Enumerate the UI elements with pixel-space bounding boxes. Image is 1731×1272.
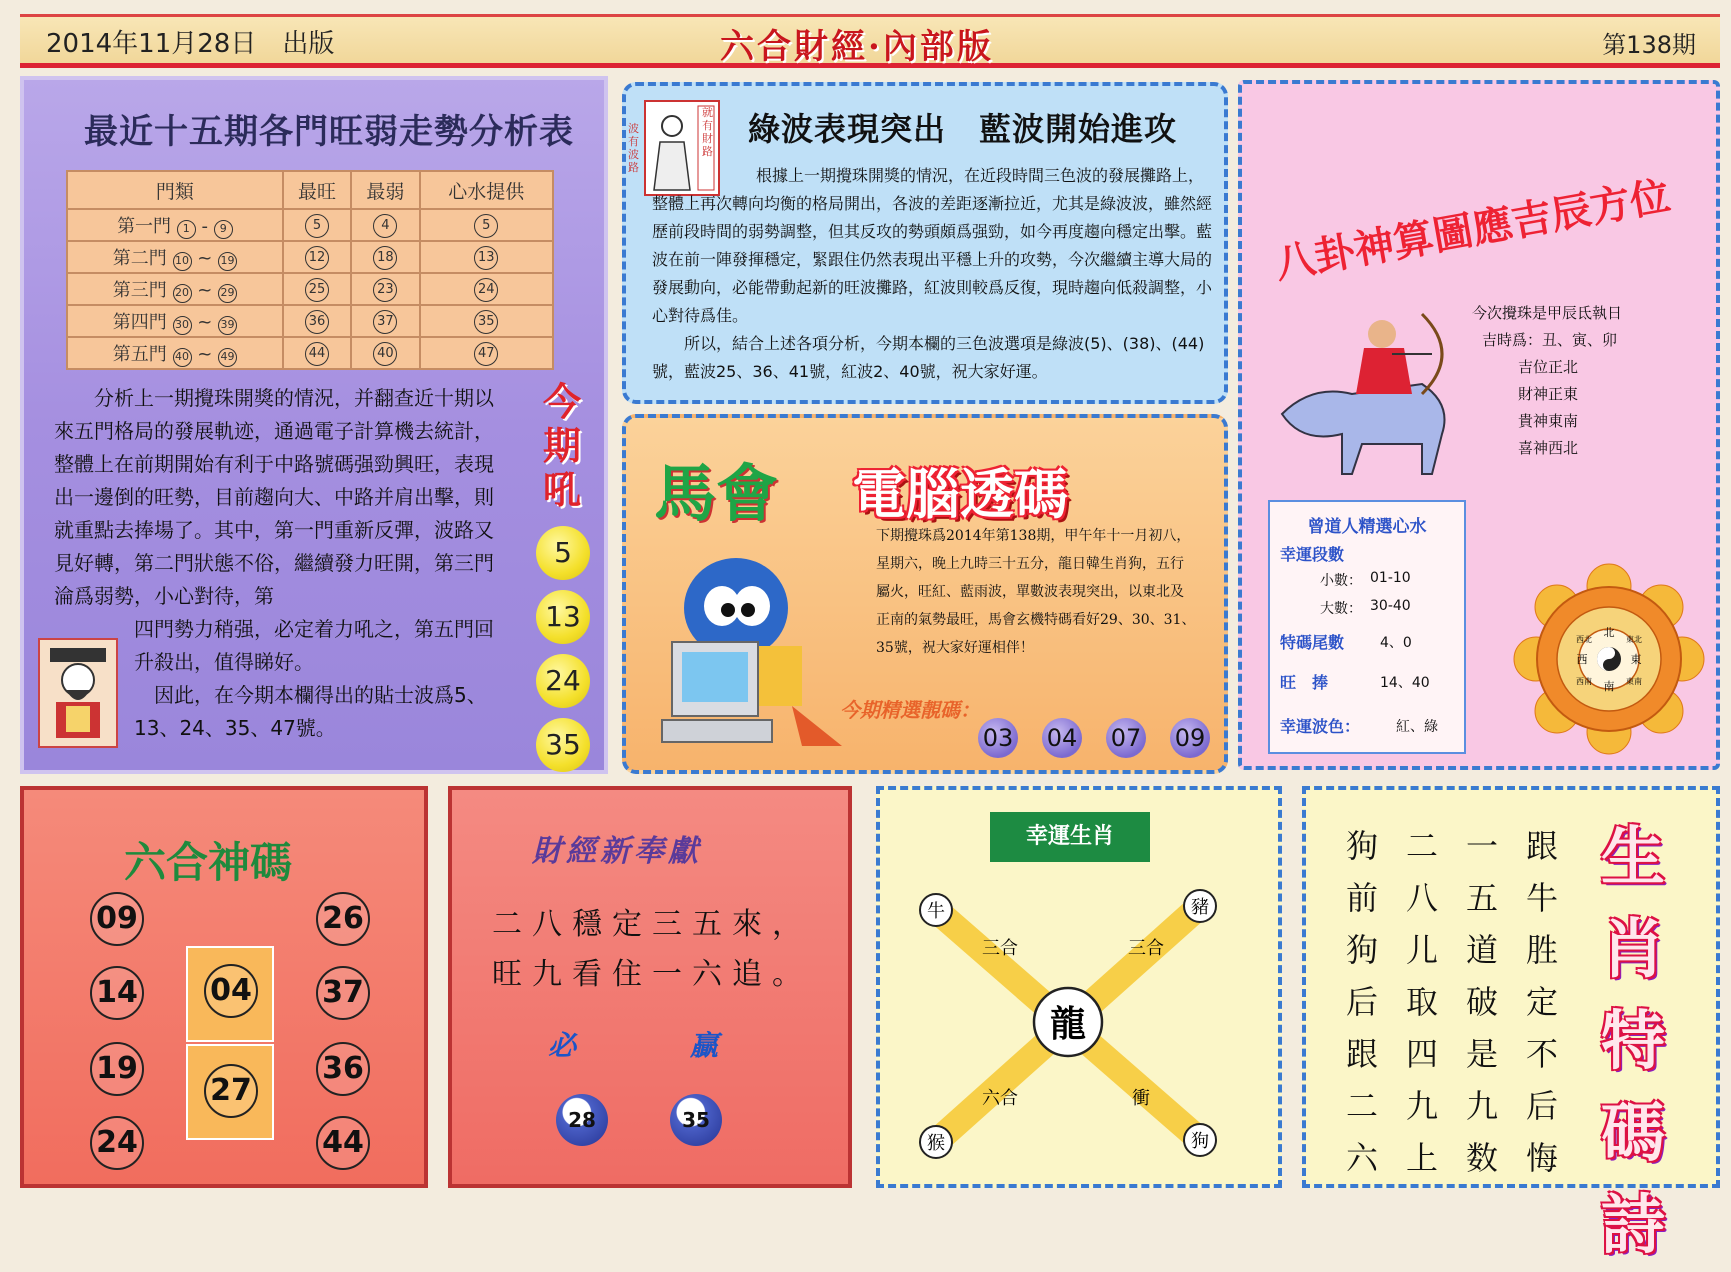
trend-table [66, 170, 554, 370]
gate-name: 第一門 [117, 215, 172, 237]
hot-label: 旺 捧 [1280, 673, 1329, 692]
pick-ball: 03 [978, 718, 1018, 758]
fortune-line: 吉時爲：丑、寅、卯 [1482, 331, 1618, 349]
min-number: 37 [373, 310, 397, 334]
verse-column: 一五道破是九数 [1465, 827, 1498, 1177]
table-header-row [67, 171, 553, 209]
analysis-paragraph: 四門勢力稍强，必定着力吼之，第五門回升殺出，值得睇好。 [134, 617, 494, 674]
compass-nw: 西北 [1576, 635, 1592, 644]
tip-ball: 13 [536, 590, 590, 644]
fortune-line: 喜神西北 [1518, 439, 1579, 457]
bagua-compass [1514, 564, 1704, 754]
col-header: 門類 [67, 171, 283, 209]
fortune-line: 財神正東 [1518, 385, 1579, 403]
max-number: 12 [305, 246, 329, 270]
gate-cell: 第一門 1 - 9 [67, 209, 283, 241]
brand-title: 馬會 [654, 457, 779, 530]
win-char: 必 [548, 1029, 577, 1062]
table-row [67, 337, 553, 369]
min-number: 4 [373, 214, 397, 238]
computer-body: 下期攪珠爲2014年第138期，甲午年十一月初八，星期六，晚上九時三十五分，龍日韓生肖狗，五行屬火，旺紅、藍雨波，單數波表現突出，以東北及正南的氣勢最旺，馬會玄機特碼看好29、30、31、35號，祝大家好運相伴！ [876, 528, 1196, 656]
range-from: 30 [173, 316, 192, 335]
fortune-line: 貴神東南 [1518, 412, 1579, 430]
range-from: 40 [173, 348, 192, 367]
pick-ball: 09 [1170, 718, 1210, 758]
gate-name: 第五門 [112, 343, 167, 365]
max-cell [283, 241, 351, 273]
tip-number: 5 [474, 214, 498, 238]
trend-analysis [54, 382, 510, 745]
page-header [20, 14, 1720, 68]
trend-title: 最近十五期各門旺弱走勢分析表 [84, 112, 574, 152]
max-number: 44 [305, 342, 329, 366]
zodiac-diagram [880, 790, 1278, 1184]
verse-columns [1342, 820, 1582, 1180]
verse-column: 二八儿取四九上 [1405, 827, 1438, 1177]
tip-ball: 24 [536, 654, 590, 708]
compass-se: 東南 [1626, 677, 1642, 686]
archer-illustration [1272, 284, 1472, 484]
range-to: 9 [214, 220, 233, 239]
gate-name: 第三門 [112, 279, 167, 301]
masthead-title: 六合財經·內部版 [720, 27, 994, 67]
god-title: 六合神碼 [124, 838, 293, 887]
gate-cell: 第三門 20 ~ 29 [67, 273, 283, 305]
max-number: 36 [305, 310, 329, 334]
relation-label: 六合 [982, 1088, 1018, 1109]
bagua-title-text: 八卦神算圖應吉辰方位 [1271, 172, 1674, 288]
trend-panel [20, 76, 608, 774]
verse-panel [1302, 786, 1720, 1263]
max-number: 5 [305, 214, 329, 238]
big-range: 30-40 [1370, 598, 1411, 614]
computer-title: 電腦透碼 [852, 462, 1068, 526]
god-number: 19 [90, 1042, 144, 1096]
poem-panel [448, 786, 852, 1188]
computer-panel [622, 414, 1228, 774]
computer-mascot-icon [652, 546, 852, 756]
min-number: 23 [373, 278, 397, 302]
poem-ball: 35 [670, 1094, 722, 1146]
win-char: 贏 [690, 1029, 719, 1062]
table-row [67, 273, 553, 305]
col-header: 最旺 [283, 171, 351, 209]
verse-title: 生肖特碼詩 [1601, 820, 1665, 1263]
relation-label: 衝 [1132, 1088, 1150, 1109]
zodiac-tr: 豬 [1191, 897, 1209, 918]
range-from: 10 [173, 252, 192, 271]
min-cell [351, 273, 419, 305]
god-number: 36 [316, 1042, 370, 1096]
tail-label: 特碼尾數 [1280, 633, 1345, 652]
compass-s: 南 [1603, 680, 1615, 693]
tip-number: 13 [474, 246, 498, 270]
wave-body [652, 162, 1212, 386]
wave-paragraph: 根據上一期攪珠開獎的情況，在近段時間三色波的發展攤路上，整體上再次轉向均衡的格局開出，各波的差距逐漸拉近，尤其是綠波波，雖然經歷前段時間的弱勢調整，但其反攻的勢頭頗爲强勁，如今再度趨向穩定出擊。藍波在前一陣發揮穩定，緊跟住仍然表現出平穩上升的攻勢，今次繼續主導大局的發展動向，必能帶動起新的旺波攤路，紅波則較爲反復，現時趨向低殺調整，小心對待爲佳。 [652, 166, 1213, 325]
fortune-list [1472, 300, 1702, 462]
gate-name: 第二門 [112, 247, 167, 269]
col-header: 最弱 [351, 171, 419, 209]
range-from: 1 [177, 220, 196, 239]
wave-paragraph: 所以，結合上述各項分析，今期本欄的三色波選項是綠波(5)、(38)、(44)號，藍波25、36、41號，紅波2、40號，祝大家好運。 [652, 334, 1205, 381]
compass-w: 西 [1576, 653, 1588, 666]
compass-e: 東 [1630, 653, 1642, 666]
god-number: 04 [204, 964, 258, 1018]
zodiac-title: 幸運生肖 [990, 812, 1150, 862]
big-label: 大數： [1320, 601, 1362, 617]
luck-box [1268, 500, 1466, 754]
poem-ball: 28 [556, 1094, 608, 1146]
table-row [67, 241, 553, 273]
max-number: 25 [305, 278, 329, 302]
god-number: 26 [316, 892, 370, 946]
min-cell [351, 337, 419, 369]
compass-sw: 西南 [1576, 677, 1592, 686]
gate-cell: 第四門 30 ~ 39 [67, 305, 283, 337]
col-header: 心水提供 [420, 171, 553, 209]
min-number: 40 [373, 342, 397, 366]
range-to: 39 [218, 316, 237, 335]
relation-label: 三合 [1128, 938, 1164, 959]
god-numbers-panel [20, 786, 428, 1188]
wave-title: 綠波表現突出 藍波開始進攻 [748, 110, 1178, 148]
hot-value: 14、40 [1380, 675, 1430, 691]
zodiac-tl: 牛 [927, 901, 945, 922]
analysis-paragraph: 分析上一期攪珠開獎的情況，并翻查近十期以來五門格局的發展軌迹，通過電子計算機去統計，整體上在前期開始有利于中路號碼强勁興旺，表現出一邊倒的旺勢，目前趨向大、中路并肩出擊，則就重點去捧場了。其中，第一門重新反彈，波路又見好轉，第二門狀態不俗，繼續發力旺開，第三門淪爲弱勢，小心對待，第 [54, 386, 494, 608]
color-value: 紅、綠 [1396, 719, 1438, 735]
fortune-line: 吉位正北 [1518, 358, 1579, 376]
god-number: 37 [316, 966, 370, 1020]
lucky-section-label: 幸運段數 [1280, 545, 1345, 564]
tip-cell [420, 337, 553, 369]
bagua-panel [1238, 80, 1720, 770]
tip-number: 47 [474, 342, 498, 366]
tip-cell [420, 209, 553, 241]
god-number: 27 [204, 1064, 258, 1118]
god-number: 44 [316, 1116, 370, 1170]
tip-number: 35 [474, 310, 498, 334]
analysis-paragraph: 因此，在今期本欄得出的貼士波爲5、13、24、35、47號。 [134, 683, 487, 740]
deity-illustration [38, 638, 118, 748]
tail-value: 4、0 [1380, 635, 1412, 651]
min-cell [351, 241, 419, 273]
verse-column: 狗前狗后跟二六 [1345, 827, 1378, 1177]
min-cell [351, 209, 419, 241]
gate-name: 第四門 [112, 311, 167, 333]
horse-archer-icon [1272, 284, 1472, 484]
poem-title: 財經新奉獻 [532, 834, 702, 869]
deity-icon [40, 640, 116, 746]
compass-n: 北 [1603, 626, 1615, 639]
god-number: 14 [90, 966, 144, 1020]
side-label: 波有波路 [628, 122, 639, 174]
issue-date: 2014年11月28日 出版 [46, 29, 335, 59]
poem-text [492, 900, 812, 1000]
zodiac-panel [876, 786, 1282, 1188]
compass-ne: 東北 [1626, 635, 1642, 644]
zodiac-bl: 猴 [927, 1133, 945, 1154]
luck-header: 曾道人精選心水 [1307, 517, 1427, 537]
range-from: 20 [173, 284, 192, 303]
god-number: 09 [90, 892, 144, 946]
god-number: 24 [90, 1116, 144, 1170]
range-to: 19 [218, 252, 237, 271]
gate-cell: 第二門 10 ~ 19 [67, 241, 283, 273]
poem-line: 旺九看住一六追。 [492, 957, 812, 992]
small-label: 小數： [1320, 573, 1362, 589]
max-cell [283, 273, 351, 305]
max-cell [283, 209, 351, 241]
small-range: 01-10 [1370, 570, 1411, 586]
color-label: 幸運波色： [1280, 717, 1361, 736]
range-to: 49 [218, 348, 237, 367]
fortune-line: 今次攪珠是甲辰氐執日 [1472, 304, 1623, 322]
max-cell [283, 305, 351, 337]
poem-line: 二八穩定三五來， [492, 907, 812, 942]
table-row [67, 305, 553, 337]
table-row [67, 209, 553, 241]
max-cell [283, 337, 351, 369]
pick-ball: 07 [1106, 718, 1146, 758]
side-label: 就有財路 [702, 106, 713, 158]
tip-ball: 35 [536, 718, 590, 772]
mascot-illustration [652, 546, 852, 756]
tip-cell [420, 273, 553, 305]
zodiac-br: 狗 [1191, 1131, 1209, 1152]
gate-cell: 第五門 40 ~ 49 [67, 337, 283, 369]
pick-label: 今期精選靚碼： [840, 698, 980, 722]
issue-number: 第138期 [1602, 31, 1696, 59]
this-issue-callout: 今期吼 [542, 379, 581, 512]
relation-label: 三合 [982, 938, 1018, 959]
tip-cell [420, 305, 553, 337]
wave-panel [622, 82, 1228, 404]
tip-cell [420, 241, 553, 273]
tip-ball: 5 [536, 526, 590, 580]
zodiac-center: 龍 [1049, 1003, 1087, 1045]
verse-column: 跟牛胜定不后悔 [1525, 827, 1558, 1177]
pick-ball: 04 [1042, 718, 1082, 758]
tip-number: 24 [474, 278, 498, 302]
min-cell [351, 305, 419, 337]
min-number: 18 [373, 246, 397, 270]
range-to: 29 [218, 284, 237, 303]
